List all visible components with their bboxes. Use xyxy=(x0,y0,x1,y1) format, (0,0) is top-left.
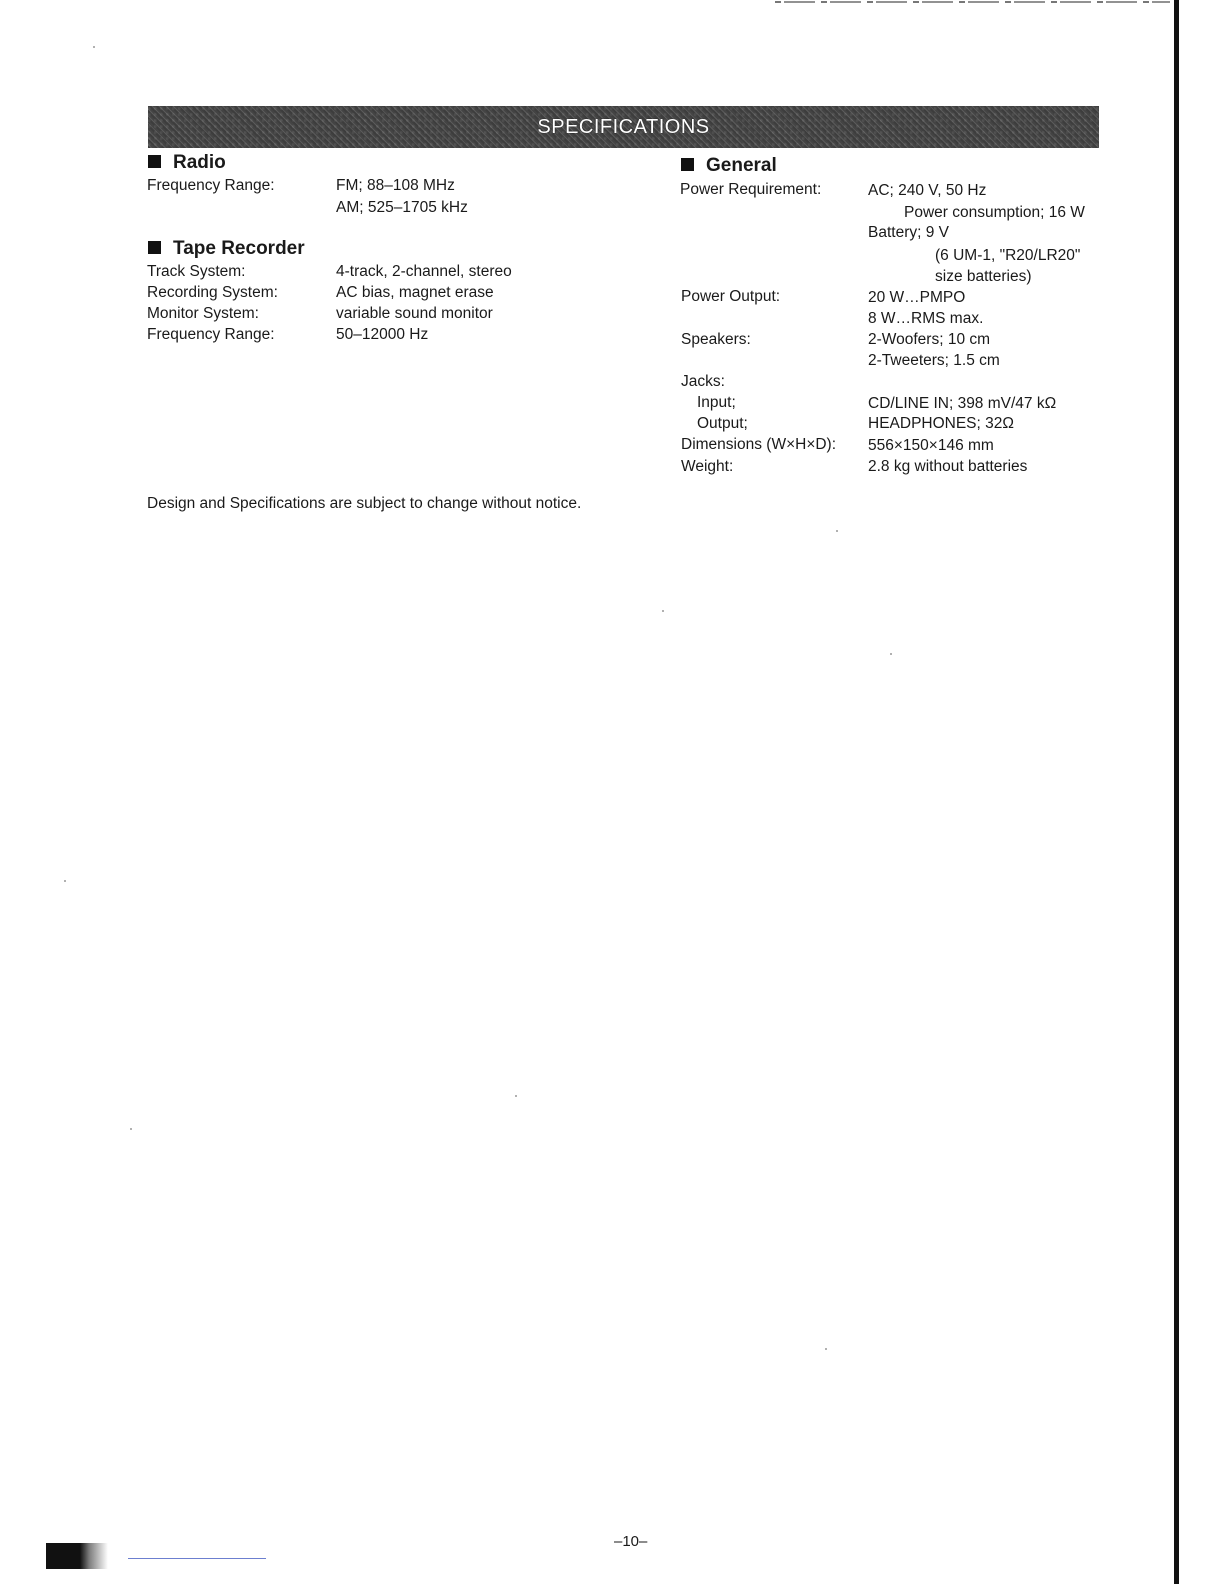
output-value: HEADPHONES; 32Ω xyxy=(868,415,1014,432)
dimensions-label: Dimensions (W×H×D): xyxy=(681,436,837,453)
input-label: Input; xyxy=(697,394,736,411)
power-ac-value: AC; 240 V, 50 Hz xyxy=(868,182,987,199)
monitor-system-value: variable sound monitor xyxy=(336,305,493,322)
page-number: –10– xyxy=(614,1533,648,1550)
change-notice: Design and Specifications are subject to change without notice. xyxy=(147,495,582,512)
page-edge-border xyxy=(1174,0,1179,1584)
battery-detail-line1: (6 UM-1, "R20/LR20" xyxy=(935,247,1081,264)
tape-frequency-value: 50–12000 Hz xyxy=(336,326,429,343)
recording-system-label: Recording System: xyxy=(147,284,278,301)
speakers-label: Speakers: xyxy=(681,331,751,348)
square-bullet-icon xyxy=(148,241,161,254)
scan-speck xyxy=(825,1348,827,1350)
specifications-banner xyxy=(148,106,1099,148)
jacks-label: Jacks: xyxy=(681,373,725,390)
speakers-tweeters: 2-Tweeters; 1.5 cm xyxy=(868,352,1000,369)
scan-speck xyxy=(515,1095,517,1097)
speakers-woofers: 2-Woofers; 10 cm xyxy=(868,331,991,348)
tape-frequency-label: Frequency Range: xyxy=(147,326,275,343)
top-scan-rule xyxy=(775,1,1170,3)
banner-title: SPECIFICATIONS xyxy=(537,115,710,138)
scan-artifact-block xyxy=(46,1543,108,1569)
general-heading: General xyxy=(681,155,777,177)
track-system-label: Track System: xyxy=(147,263,246,280)
dimensions-value: 556×150×146 mm xyxy=(868,437,994,454)
power-requirement-label: Power Requirement: xyxy=(680,181,822,198)
power-consumption-value: Power consumption; 16 W xyxy=(904,204,1085,221)
scan-speck xyxy=(93,46,95,48)
radio-fm-value: FM; 88–108 MHz xyxy=(336,177,455,194)
scan-speck xyxy=(130,1128,132,1130)
track-system-value: 4-track, 2-channel, stereo xyxy=(336,263,512,280)
radio-heading: Radio xyxy=(148,152,226,174)
battery-detail-line2: size batteries) xyxy=(935,268,1032,285)
scan-speck xyxy=(64,880,66,882)
input-value: CD/LINE IN; 398 mV/47 kΩ xyxy=(868,395,1057,412)
power-output-rms: 8 W…RMS max. xyxy=(868,310,984,327)
radio-frequency-label: Frequency Range: xyxy=(147,177,275,194)
monitor-system-label: Monitor System: xyxy=(147,305,259,322)
weight-label: Weight: xyxy=(681,458,734,475)
radio-am-value: AM; 525–1705 kHz xyxy=(336,199,468,216)
tape-recorder-heading: Tape Recorder xyxy=(148,238,305,260)
power-output-label: Power Output: xyxy=(681,288,781,305)
scan-speck xyxy=(836,530,838,532)
square-bullet-icon xyxy=(148,155,161,168)
recording-system-value: AC bias, magnet erase xyxy=(336,284,494,301)
scan-speck xyxy=(890,653,892,655)
scan-artifact-line xyxy=(128,1558,266,1559)
weight-value: 2.8 kg without batteries xyxy=(868,458,1028,475)
power-output-pmpo: 20 W…PMPO xyxy=(868,289,966,306)
output-label: Output; xyxy=(697,415,748,432)
scan-speck xyxy=(662,610,664,612)
square-bullet-icon xyxy=(681,158,694,171)
battery-value: Battery; 9 V xyxy=(868,224,949,241)
